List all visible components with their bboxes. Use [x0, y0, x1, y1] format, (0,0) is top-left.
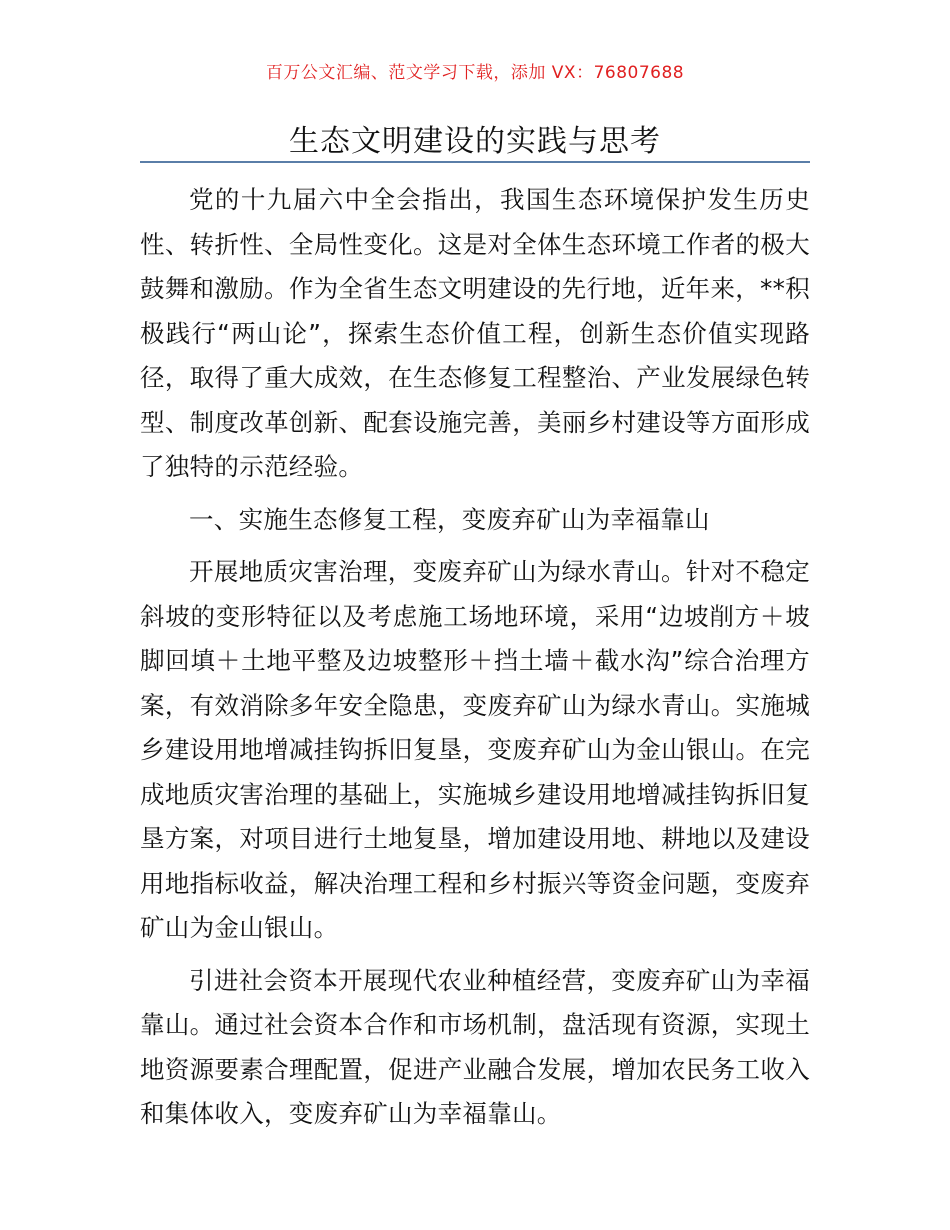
section-heading-1: 一、实施生态修复工程，变废弃矿山为幸福靠山 — [189, 504, 710, 534]
paragraph-section-1a: 开展地质灾害治理，变废弃矿山为绿水青山。针对不稳定斜坡的变形特征以及考虑施工场地环境，采用“边坡削方＋坡脚回填＋土地平整及边坡整形＋挡土墙＋截水沟”综合治理方案，有效消除多年安全隐患，变废弃矿山为绿水青山。实施城乡建设用地增减挂钩拆旧复垦，变废弃矿山为金山银山。在完成地质灾害治理的基础上，实施城乡建设用地增减挂钩拆旧复垦方案，对项目进行土地复垦，增加建设用地、耕地以及建设用地指标收益，解决治理工程和乡村振兴等资金问题，变废弃矿山为金山银山。 — [140, 557, 810, 942]
paragraph-section-1b: 引进社会资本开展现代农业种植经营，变废弃矿山为幸福靠山。通过社会资本合作和市场机制，盘活现有资源，实现土地资源要素合理配置，促进产业融合发展，增加农民务工收入和集体收入，变废弃矿山为幸福靠山。 — [140, 965, 810, 1128]
paragraph-intro: 党的十九届六中全会指出，我国生态环境保护发生历史性、转折性、全局性变化。这是对全体生态环境工作者的极大鼓舞和激励。作为全省生态文明建设的先行地，近年来，**积极践行“两山论”，探索生态价值工程，创新生态价值实现路径，取得了重大成效，在生态修复工程整治、产业发展绿色转型、制度改革创新、配套设施完善，美丽乡村建设等方面形成了独特的示范经验。 — [140, 185, 810, 481]
document-body — [140, 178, 810, 1137]
title-divider — [140, 161, 810, 163]
page-title: 生态文明建设的实践与思考 — [289, 124, 661, 159]
header-promo-note: 百万公文汇编、范文学习下载，添加 VX：76807688 — [265, 63, 685, 83]
